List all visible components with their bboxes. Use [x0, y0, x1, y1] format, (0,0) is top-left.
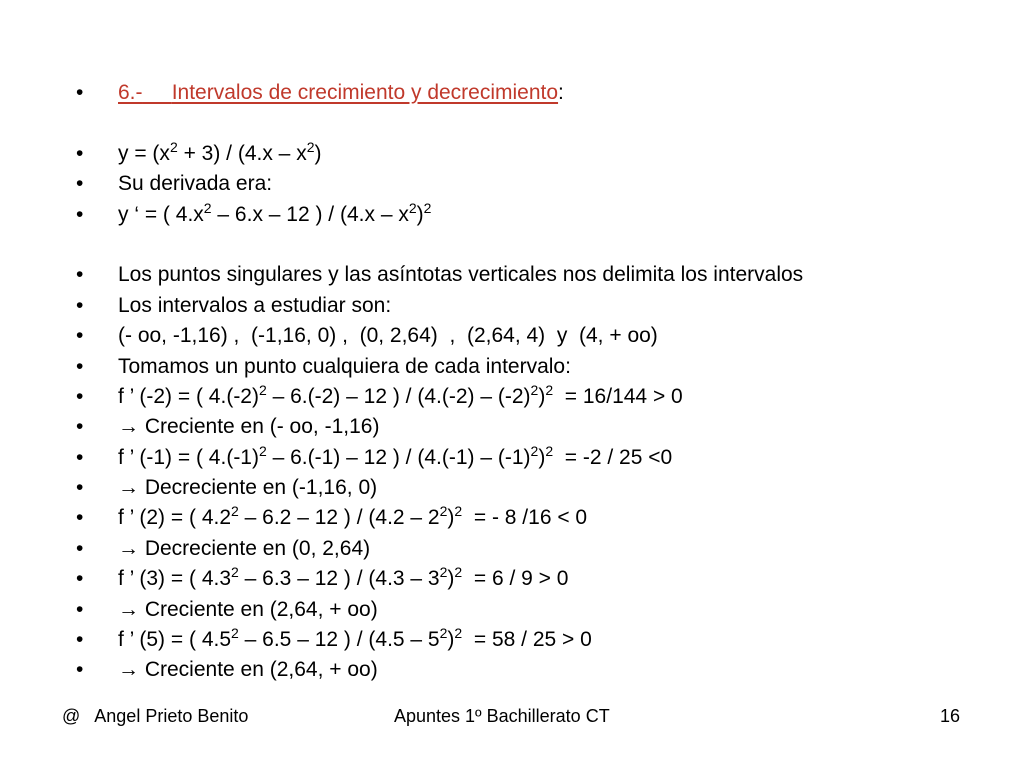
bullet-dot: •: [76, 628, 84, 652]
text-run: ): [538, 384, 546, 408]
bullet-dot: •: [76, 476, 84, 500]
superscript: 2: [545, 381, 554, 398]
footer-author: @ Angel Prieto Benito: [62, 706, 249, 726]
text-run: Los intervalos a estudiar son:: [118, 293, 392, 317]
text-run: Tomamos un punto cualquiera de cada intervalo:: [118, 354, 571, 378]
bullet-item: [76, 503, 1006, 533]
superscript: 2: [454, 503, 463, 520]
bullet-item: [76, 200, 1006, 230]
text-run: f ’ (-1) = ( 4.(-1): [118, 445, 259, 469]
text-run: – 6.2 – 12 ) / (4.2 – 2: [238, 506, 440, 530]
bullet-item: [76, 412, 1006, 442]
superscript: 2: [454, 564, 463, 581]
text-run: (- oo, -1,16) , (-1,16, 0) , (0, 2,64) , (2,64, 4) y (4, + oo): [118, 324, 658, 348]
text-run: – 6.5 – 12 ) / (4.5 – 5: [238, 628, 440, 652]
text-run: → Decreciente en (0, 2,64): [118, 536, 371, 560]
bullet-item: [76, 139, 1006, 169]
text-run: → Decreciente en (-1,16, 0): [118, 476, 378, 500]
bullet-dot: •: [76, 445, 84, 469]
superscript: 2: [530, 381, 539, 398]
footer-page-number: 16: [940, 706, 961, 726]
bullet-item: [76, 534, 1006, 564]
superscript: 2: [454, 625, 463, 642]
bullet-dot: •: [76, 263, 84, 287]
text-run: ): [447, 506, 455, 530]
bullet-item: [76, 625, 1006, 655]
bullet-item: [76, 564, 1006, 594]
text-run: → Creciente en (2,64, + oo): [118, 658, 378, 682]
bullet-dot: •: [76, 536, 84, 560]
text-run: y ‘ = ( 4.x: [118, 202, 204, 226]
text-run: = 16/144 > 0: [553, 384, 683, 408]
text-run: ): [538, 445, 546, 469]
bullet-item: [76, 443, 1006, 473]
text-run: = -2 / 25 <0: [553, 445, 673, 469]
superscript: 2: [203, 199, 212, 216]
bullet-dot: •: [76, 384, 84, 408]
text-run: – 6.x – 12 ) / (4.x – x: [211, 202, 409, 226]
bullet-dot: •: [76, 202, 84, 226]
text-run: = - 8 /16 < 0: [462, 506, 588, 530]
bullet-item: [76, 382, 1006, 412]
bullet-dot: •: [76, 324, 84, 348]
slide-title-item: [76, 78, 1006, 108]
title-number: 6.-: [118, 81, 143, 104]
bullet-dot: •: [76, 293, 84, 317]
text-run: – 6.3 – 12 ) / (4.3 – 3: [238, 567, 440, 591]
text-run: Su derivada era:: [118, 172, 273, 196]
footer: [0, 706, 1024, 734]
superscript: 2: [258, 442, 267, 459]
title-separator: [143, 81, 172, 104]
slide-title: [118, 81, 558, 104]
bullet-dot: •: [76, 81, 84, 104]
bullet-item: [76, 473, 1006, 503]
superscript: 2: [530, 442, 539, 459]
text-run: – 6.(-1) – 12 ) / (4.(-1) – (-1): [266, 445, 531, 469]
superscript: 2: [231, 503, 239, 520]
text-run: f ’ (-2) = ( 4.(-2): [118, 384, 259, 408]
text-run: f ’ (5) = ( 4.5: [118, 628, 232, 652]
superscript: 2: [169, 138, 178, 155]
bullet-item: [76, 321, 1006, 351]
text-run: ): [416, 202, 424, 226]
superscript: 2: [258, 381, 267, 398]
text-run: = 6 / 9 > 0: [462, 567, 569, 591]
text-run: Los puntos singulares y las asíntotas verticales nos delimita los intervalos: [118, 263, 804, 287]
superscript: 2: [231, 625, 239, 642]
bullet-dot: •: [76, 172, 84, 196]
text-run: ): [314, 141, 322, 165]
bullet-dot: •: [76, 567, 84, 591]
text-run: f ’ (2) = ( 4.2: [118, 506, 232, 530]
bullet-list: [76, 78, 1006, 686]
bullet-dot: •: [76, 597, 84, 621]
bullet-dot: •: [76, 415, 84, 439]
text-run: ): [447, 567, 455, 591]
text-run: – 6.(-2) – 12 ) / (4.(-2) – (-2): [266, 384, 531, 408]
text-run: + 3) / (4.x – x: [177, 141, 307, 165]
bullet-item: [76, 655, 1006, 685]
text-run: y = (x: [118, 141, 170, 165]
superscript: 2: [439, 564, 448, 581]
text-run: = 58 / 25 > 0: [462, 628, 592, 652]
text-run: → Creciente en (2,64, + oo): [118, 597, 378, 621]
spacer: [76, 230, 1006, 260]
superscript: 2: [545, 442, 554, 459]
superscript: 2: [306, 138, 315, 155]
bullet-item: [76, 352, 1006, 382]
superscript: 2: [423, 199, 432, 216]
bullet-dot: •: [76, 354, 84, 378]
bullet-item: [76, 291, 1006, 321]
bullet-dot: •: [76, 141, 84, 165]
bullet-item: [76, 169, 1006, 199]
bullet-item: [76, 595, 1006, 625]
superscript: 2: [408, 199, 417, 216]
text-run: ): [447, 628, 455, 652]
text-run: → Creciente en (- oo, -1,16): [118, 415, 380, 439]
title-colon: :: [558, 81, 564, 104]
superscript: 2: [439, 503, 448, 520]
title-text: Intervalos de crecimiento y decrecimiento: [171, 81, 559, 104]
bullet-dot: •: [76, 506, 84, 530]
spacer: [76, 108, 1006, 138]
footer-course: Apuntes 1º Bachillerato CT: [394, 706, 610, 726]
superscript: 2: [231, 564, 239, 581]
text-run: f ’ (3) = ( 4.3: [118, 567, 232, 591]
bullet-item: [76, 260, 1006, 290]
bullet-dot: •: [76, 658, 84, 682]
superscript: 2: [439, 625, 448, 642]
